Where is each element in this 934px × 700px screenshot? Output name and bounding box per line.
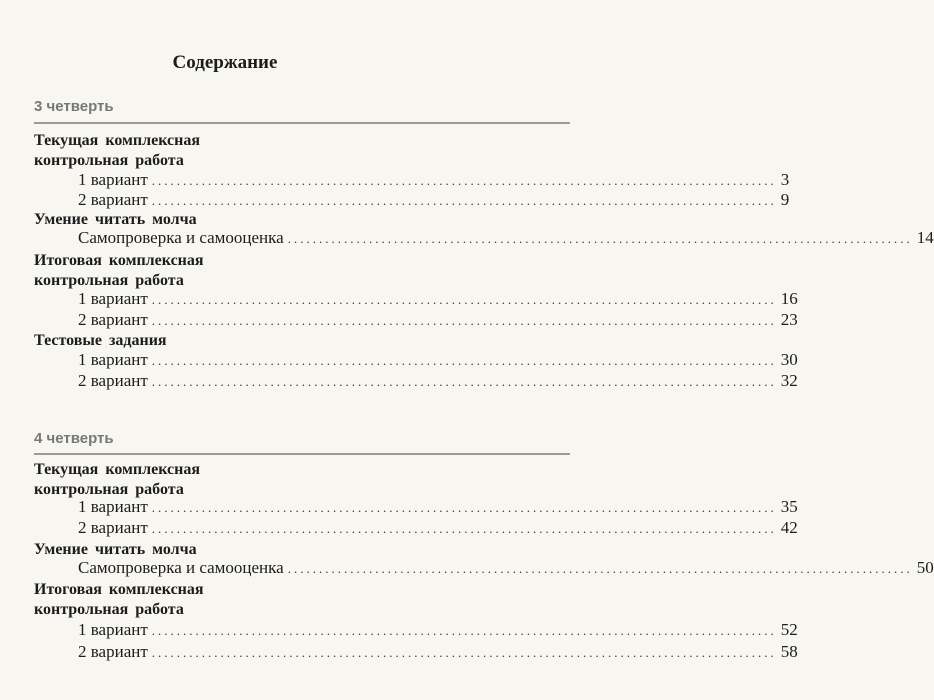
page-number: 50 xyxy=(916,558,934,577)
section-title: Умение читать молча xyxy=(34,211,197,228)
entry-label: Самопроверка и самооценка xyxy=(78,558,284,577)
page-number: 23 xyxy=(780,310,798,329)
entry-label: 2 вариант xyxy=(78,371,148,390)
page-title: Содержание xyxy=(172,52,278,73)
entry-label: 1 вариант xyxy=(78,170,148,189)
leader-dots: .................................................................................................... xyxy=(151,500,777,515)
entry-label: 1 вариант xyxy=(78,350,148,369)
toc-entry[interactable] xyxy=(78,228,934,250)
section-title: Умение читать молча xyxy=(34,541,197,558)
leader-dots: .................................................................................................... xyxy=(151,193,777,208)
toc-entry[interactable] xyxy=(78,642,798,664)
divider xyxy=(34,122,570,124)
leader-dots: .................................................................................................... xyxy=(151,374,777,389)
page-number: 35 xyxy=(780,497,798,516)
page-number: 52 xyxy=(780,620,798,639)
toc-entry[interactable] xyxy=(78,558,934,580)
leader-dots: .................................................................................................... xyxy=(151,173,777,188)
entry-label: 2 вариант xyxy=(78,642,148,661)
page-number: 16 xyxy=(780,289,798,308)
leader-dots: .................................................................................................... xyxy=(151,353,777,368)
section-title: Итоговая комплексная контрольная работа xyxy=(34,581,204,618)
entry-label: 2 вариант xyxy=(78,190,148,209)
entry-label: Самопроверка и самооценка xyxy=(78,228,284,247)
toc-entry[interactable] xyxy=(78,620,798,642)
page-number: 32 xyxy=(780,371,798,390)
page-number: 3 xyxy=(780,170,790,189)
entry-label: 1 вариант xyxy=(78,289,148,308)
page-number: 58 xyxy=(780,642,798,661)
leader-dots: .................................................................................................... xyxy=(287,231,913,246)
divider xyxy=(34,453,570,455)
entry-label: 1 вариант xyxy=(78,620,148,639)
section-title: Тестовые задания xyxy=(34,332,167,349)
toc-entry[interactable] xyxy=(78,518,798,540)
section-title: Текущая комплексная контрольная работа xyxy=(34,132,201,169)
leader-dots: .................................................................................................... xyxy=(151,521,777,536)
toc-entry[interactable] xyxy=(78,289,798,311)
toc-entry[interactable] xyxy=(78,371,798,393)
section-title: Текущая комплексная контрольная работа xyxy=(34,461,201,498)
page-number: 14 xyxy=(916,228,934,247)
toc-entry[interactable] xyxy=(78,497,798,519)
leader-dots: .................................................................................................... xyxy=(151,292,777,307)
entry-label: 2 вариант xyxy=(78,518,148,537)
leader-dots: .................................................................................................... xyxy=(151,623,777,638)
toc-entry[interactable] xyxy=(78,170,790,192)
leader-dots: .................................................................................................... xyxy=(287,561,913,576)
page-number: 42 xyxy=(780,518,798,537)
entry-label: 1 вариант xyxy=(78,497,148,516)
toc-entry[interactable] xyxy=(78,350,798,372)
page-number: 9 xyxy=(780,190,790,209)
page-number: 30 xyxy=(780,350,798,369)
toc-entry[interactable] xyxy=(78,310,798,332)
entry-label: 2 вариант xyxy=(78,310,148,329)
leader-dots: .................................................................................................... xyxy=(151,313,777,328)
quarter-heading: 4 четверть xyxy=(34,430,114,447)
quarter-heading: 3 четверть xyxy=(34,98,114,115)
leader-dots: .................................................................................................... xyxy=(151,645,777,660)
toc-entry[interactable] xyxy=(78,190,790,212)
section-title: Итоговая комплексная контрольная работа xyxy=(34,252,204,289)
